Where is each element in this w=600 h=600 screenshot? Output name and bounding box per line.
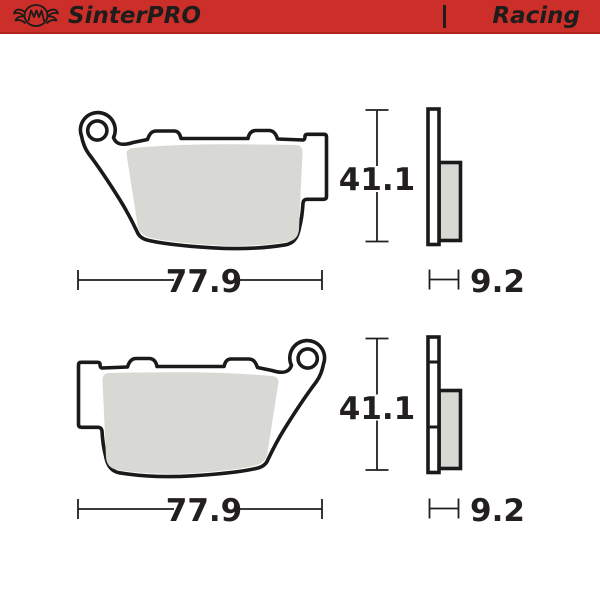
pad-top-side-friction	[439, 163, 461, 241]
pad-bottom-side-view	[428, 337, 461, 473]
pad-bottom-front-view	[79, 341, 325, 477]
pad-bottom-thickness-dimension	[430, 493, 525, 529]
pad-bottom-width-dimension	[78, 493, 322, 529]
pad-bottom-height-dimension	[339, 339, 416, 471]
pad-bottom-thickness-value: 9.2	[470, 493, 525, 529]
pad-bottom-side-plate	[428, 337, 439, 473]
moto-master-logo-icon	[13, 2, 59, 30]
brand-name: SinterPRO	[68, 3, 201, 29]
pad-top-front-view	[80, 113, 326, 249]
pad-top-height-value: 41.1	[338, 162, 416, 198]
pad-top-side-plate	[428, 109, 439, 245]
pad-top-thickness-dimension	[430, 264, 525, 300]
pad-bottom-height-value: 41.1	[338, 391, 416, 427]
header-banner	[0, 0, 600, 34]
pad-bottom-width-value: 77.9	[165, 493, 243, 529]
product-line-label: Racing	[492, 3, 580, 29]
pad-top-width-dimension	[78, 264, 322, 300]
pad-top-height-dimension	[339, 110, 416, 242]
header-divider	[443, 5, 446, 28]
pad-bottom-side-friction	[439, 391, 461, 469]
pad-top-side-view	[428, 109, 461, 245]
pad-top-thickness-value: 9.2	[470, 264, 525, 300]
pad-top-width-value: 77.9	[165, 264, 243, 300]
